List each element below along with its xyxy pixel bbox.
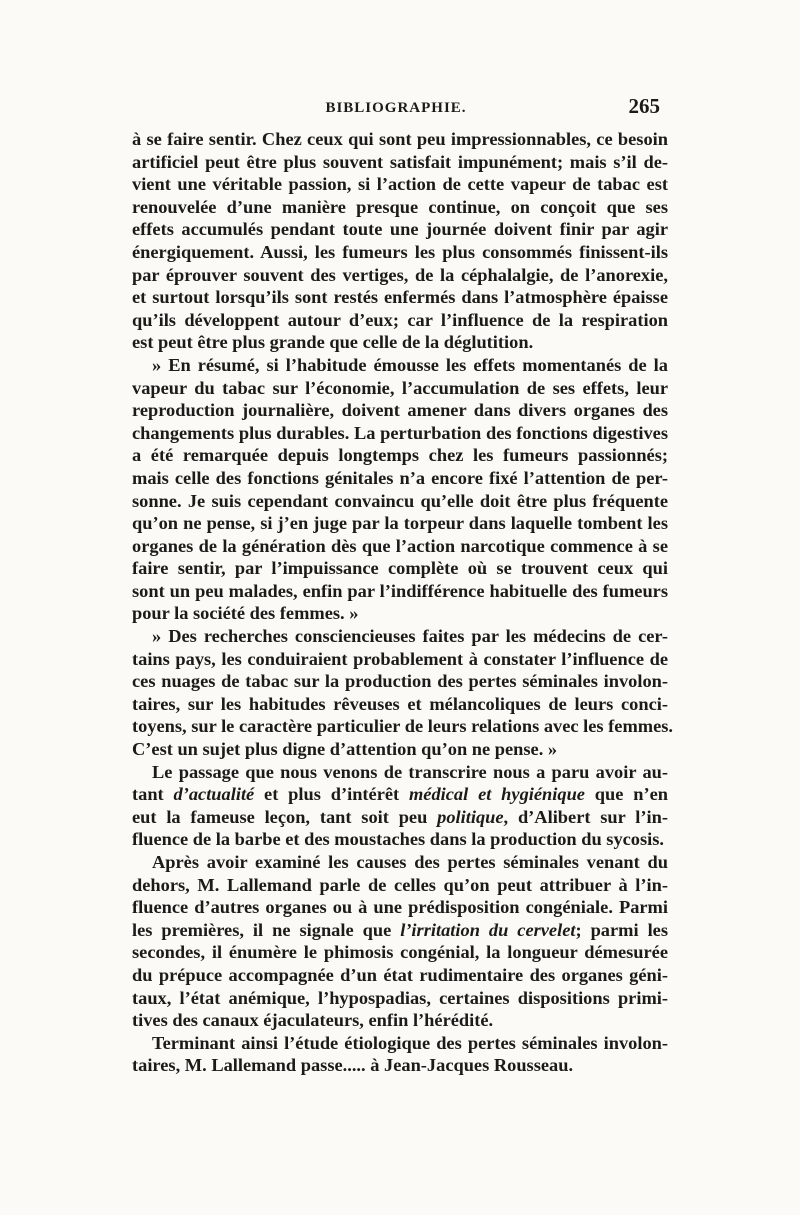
text-line: dehors, M. Lallemand parle de celles qu’on peut attribuer à l’in- [132, 874, 668, 895]
text-line: qu’on ne pense, si j’en juge par la torpeur dans laquelle tombent les [132, 513, 668, 534]
text-line: sont un peu malades, enfin par l’indifférence habituelle des fumeurs [132, 580, 668, 601]
text-line: toyens, sur le caractère particulier de leurs relations avec les femmes. [132, 716, 674, 737]
page-number: 265 [628, 94, 660, 118]
text-line: à se faire sentir. Chez ceux qui sont peu impressionnables, ce besoin [132, 129, 668, 149]
text-line: Après avoir examiné les causes des pertes séminales venant du [152, 852, 668, 872]
text-line: organes de la génération dès que l’action narcotique commence à se [132, 535, 668, 556]
text-line: effets accumulés pendant toute une journée doivent finir par agir [132, 219, 668, 240]
text-line: fluence d’autres organes ou à une prédisposition congéniale. Parmi [132, 897, 668, 918]
text-line: Terminant ainsi l’étude étiologique des pertes séminales involon- [152, 1032, 668, 1053]
text-line: les premières, il ne signale que l’irritation du cervelet; parmi les [132, 919, 668, 940]
text-line: taires, sur les habitudes rêveuses et mélancoliques de leurs conci- [132, 693, 668, 714]
running-head: BIBLIOGRAPHIE. [325, 100, 467, 116]
text-line: taux, l’état anémique, l’hypospadias, certaines dispositions primi- [132, 987, 668, 1008]
text-line: Le passage que nous venons de transcrire nous a paru avoir au- [152, 761, 668, 782]
text-line: changements plus durables. La perturbation des fonctions digestives [132, 422, 668, 443]
text-line: eut la fameuse leçon, tant soit peu politique, d’Alibert sur l’in- [132, 806, 668, 827]
text-line: et surtout lorsqu’ils sont restés enfermés dans l’atmosphère épaisse [132, 287, 668, 308]
text-line: tains pays, les conduiraient probablement à constater l’influence de [132, 648, 668, 669]
text-line: qu’ils développent autour d’eux; car l’influence de la respiration [132, 309, 668, 330]
page-header [132, 94, 660, 124]
text-line: reproduction journalière, doivent amener dans divers organes des [132, 400, 668, 421]
text-line: pour la société des femmes. » [132, 603, 359, 624]
text-line: » Des recherches consciencieuses faites par les médecins de cer- [152, 626, 668, 647]
text-line: » En résumé, si l’habitude émousse les effets momentanés de la [152, 354, 668, 375]
text-line: tives des canaux éjaculateurs, enfin l’hérédité. [132, 1010, 494, 1031]
text-line: sonne. Je suis cependant convaincu qu’elle doit être plus fréquente [132, 490, 668, 511]
text-line: a été remarquée depuis longtemps chez les fumeurs passionnés; [132, 445, 668, 466]
text-line: faire sentir, par l’impuissance complète où se trouvent ceux qui [132, 558, 668, 579]
text-line: du prépuce accompagnée d’un état rudimentaire des organes géni- [132, 964, 668, 985]
text-line: ces nuages de tabac sur la production des pertes séminales involon- [132, 671, 668, 692]
text-line: par éprouver souvent des vertiges, de la céphalalgie, de l’anorexie, [132, 264, 668, 285]
text-line: fluence de la barbe et des moustaches dans la production du sycosis. [132, 829, 665, 850]
text-line: renouvelée d’une manière presque continue, on conçoit que ses [132, 196, 668, 217]
text-line: vapeur du tabac sur l’économie, l’accumulation de ses effets, leur [132, 377, 668, 398]
text-line: mais celle des fonctions génitales n’a encore fixé l’attention de per- [132, 467, 668, 488]
text-line: vient une véritable passion, si l’action de cette vapeur de tabac est [132, 174, 668, 195]
text-line: énergiquement. Aussi, les fumeurs les plus consommés finissent-ils [132, 241, 668, 262]
text-line: est peut être plus grande que celle de la déglutition. [132, 332, 534, 353]
text-line: secondes, il énumère le phimosis congénial, la longueur démesurée [132, 942, 668, 963]
text-line: C’est un sujet plus digne d’attention qu’on ne pense. » [132, 739, 558, 760]
text-line: artificiel peut être plus souvent satisfait impunément; mais s’il de- [132, 151, 668, 172]
body-text [132, 128, 674, 1077]
text-line: taires, M. Lallemand passe..... à Jean-Jacques Rousseau. [132, 1055, 574, 1076]
text-line: tant d’actualité et plus d’intérêt médical et hygiénique que n’en [132, 784, 668, 805]
